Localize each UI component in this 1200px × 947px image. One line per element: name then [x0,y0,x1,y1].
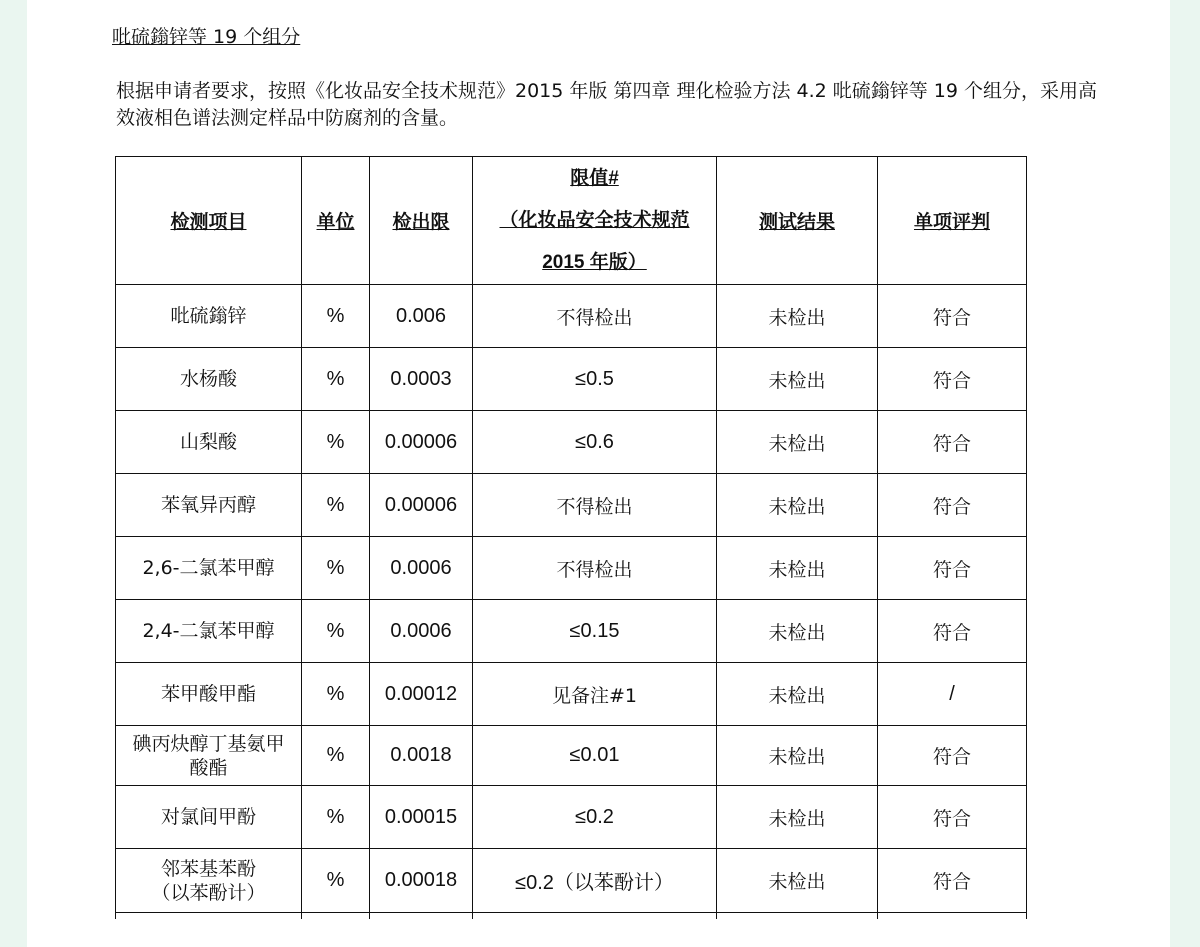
cell-limit: 不得检出 [473,474,717,537]
table-row [116,786,1027,849]
table-row-cutoff [116,913,1027,919]
cell-judgement: 符合 [878,348,1027,411]
cell-result: 未检出 [717,726,878,786]
cell-item: 2,4-二氯苯甲醇 [116,600,302,663]
header-result: 测试结果 [717,157,878,285]
cell-limit: 不得检出 [473,285,717,348]
table-row [116,474,1027,537]
cell-result: 未检出 [717,663,878,726]
table-header-row [116,157,1027,285]
cell-lod: 0.0006 [370,537,473,600]
cell-item: 水杨酸 [116,348,302,411]
cell-item: 吡硫鎓锌 [116,285,302,348]
cell-lod: 0.00012 [370,663,473,726]
cell-limit: ≤0.6 [473,411,717,474]
cell-lod: 0.00015 [370,786,473,849]
cell-result: 未检出 [717,411,878,474]
header-item: 检测项目 [116,157,302,285]
cell-judgement: 符合 [878,537,1027,600]
table-row [116,537,1027,600]
cell-empty [473,913,717,919]
cell-item-line1: 碘丙炔醇丁基氨甲 [132,732,285,755]
cell-item: 苯氧异丙醇 [116,474,302,537]
table-row [116,726,1027,786]
cell-item-line1: 邻苯基苯酚 [160,857,256,880]
cell-lod: 0.0003 [370,348,473,411]
header-limit-line2: （化妆品安全技术规范 [499,209,690,231]
cell-item [116,849,302,913]
table-row [116,663,1027,726]
cell-judgement: 符合 [878,600,1027,663]
cell-limit: ≤0.2（以苯酚计） [473,849,717,913]
cell-empty [116,913,302,919]
cell-result: 未检出 [717,849,878,913]
cell-result: 未检出 [717,537,878,600]
cell-item-line2: （以苯酚计） [151,881,266,904]
cell-lod: 0.0018 [370,726,473,786]
cell-item: 山梨酸 [116,411,302,474]
header-unit: 单位 [302,157,370,285]
section-title: 吡硫鎓锌等 19 个组分 [112,26,301,48]
cell-limit: ≤0.01 [473,726,717,786]
cell-judgement: 符合 [878,849,1027,913]
cell-unit: % [302,411,370,474]
cell-limit: 见备注#1 [473,663,717,726]
results-table [115,156,1027,919]
cell-lod: 0.00018 [370,849,473,913]
header-judgement: 单项评判 [878,157,1027,285]
cell-empty [302,913,370,919]
header-limit-line3: 2015 年版） [542,251,647,273]
cell-lod: 0.006 [370,285,473,348]
table-row [116,600,1027,663]
cell-unit: % [302,663,370,726]
cell-item: 对氯间甲酚 [116,786,302,849]
cell-item: 苯甲酸甲酯 [116,663,302,726]
cell-item: 2,6-二氯苯甲醇 [116,537,302,600]
table-row [116,849,1027,913]
cell-empty [717,913,878,919]
cell-lod: 0.0006 [370,600,473,663]
intro-paragraph: 根据申请者要求，按照《化妆品安全技术规范》2015 年版 第四章 理化检验方法 4.2 吡硫鎓锌等 19 个组分，采用高效液相色谱法测定样品中防腐剂的含量。 [116,80,1098,129]
cell-limit: ≤0.15 [473,600,717,663]
cell-limit: 不得检出 [473,537,717,600]
document-page [27,0,1170,947]
cell-result: 未检出 [717,786,878,849]
cell-lod: 0.00006 [370,411,473,474]
cell-empty [878,913,1027,919]
cell-judgement: 符合 [878,786,1027,849]
cell-lod: 0.00006 [370,474,473,537]
cell-judgement: 符合 [878,726,1027,786]
cell-unit: % [302,786,370,849]
cell-item [116,726,302,786]
table-row [116,285,1027,348]
cell-unit: % [302,474,370,537]
cell-unit: % [302,600,370,663]
cell-judgement: 符合 [878,474,1027,537]
cell-limit: ≤0.2 [473,786,717,849]
cell-unit: % [302,285,370,348]
cell-unit: % [302,537,370,600]
header-detection-limit: 检出限 [370,157,473,285]
cell-empty [370,913,473,919]
cell-unit: % [302,726,370,786]
cell-limit: ≤0.5 [473,348,717,411]
cell-judgement: 符合 [878,411,1027,474]
table-row [116,348,1027,411]
table-row [116,411,1027,474]
header-limit [473,157,717,285]
cell-judgement: 符合 [878,285,1027,348]
cell-result: 未检出 [717,474,878,537]
cell-result: 未检出 [717,285,878,348]
cell-judgement: / [878,663,1027,726]
cell-result: 未检出 [717,600,878,663]
cell-item-line2: 酸酯 [189,756,228,779]
cell-result: 未检出 [717,348,878,411]
header-limit-line1: 限值# [570,167,619,189]
cell-unit: % [302,849,370,913]
cell-unit: % [302,348,370,411]
